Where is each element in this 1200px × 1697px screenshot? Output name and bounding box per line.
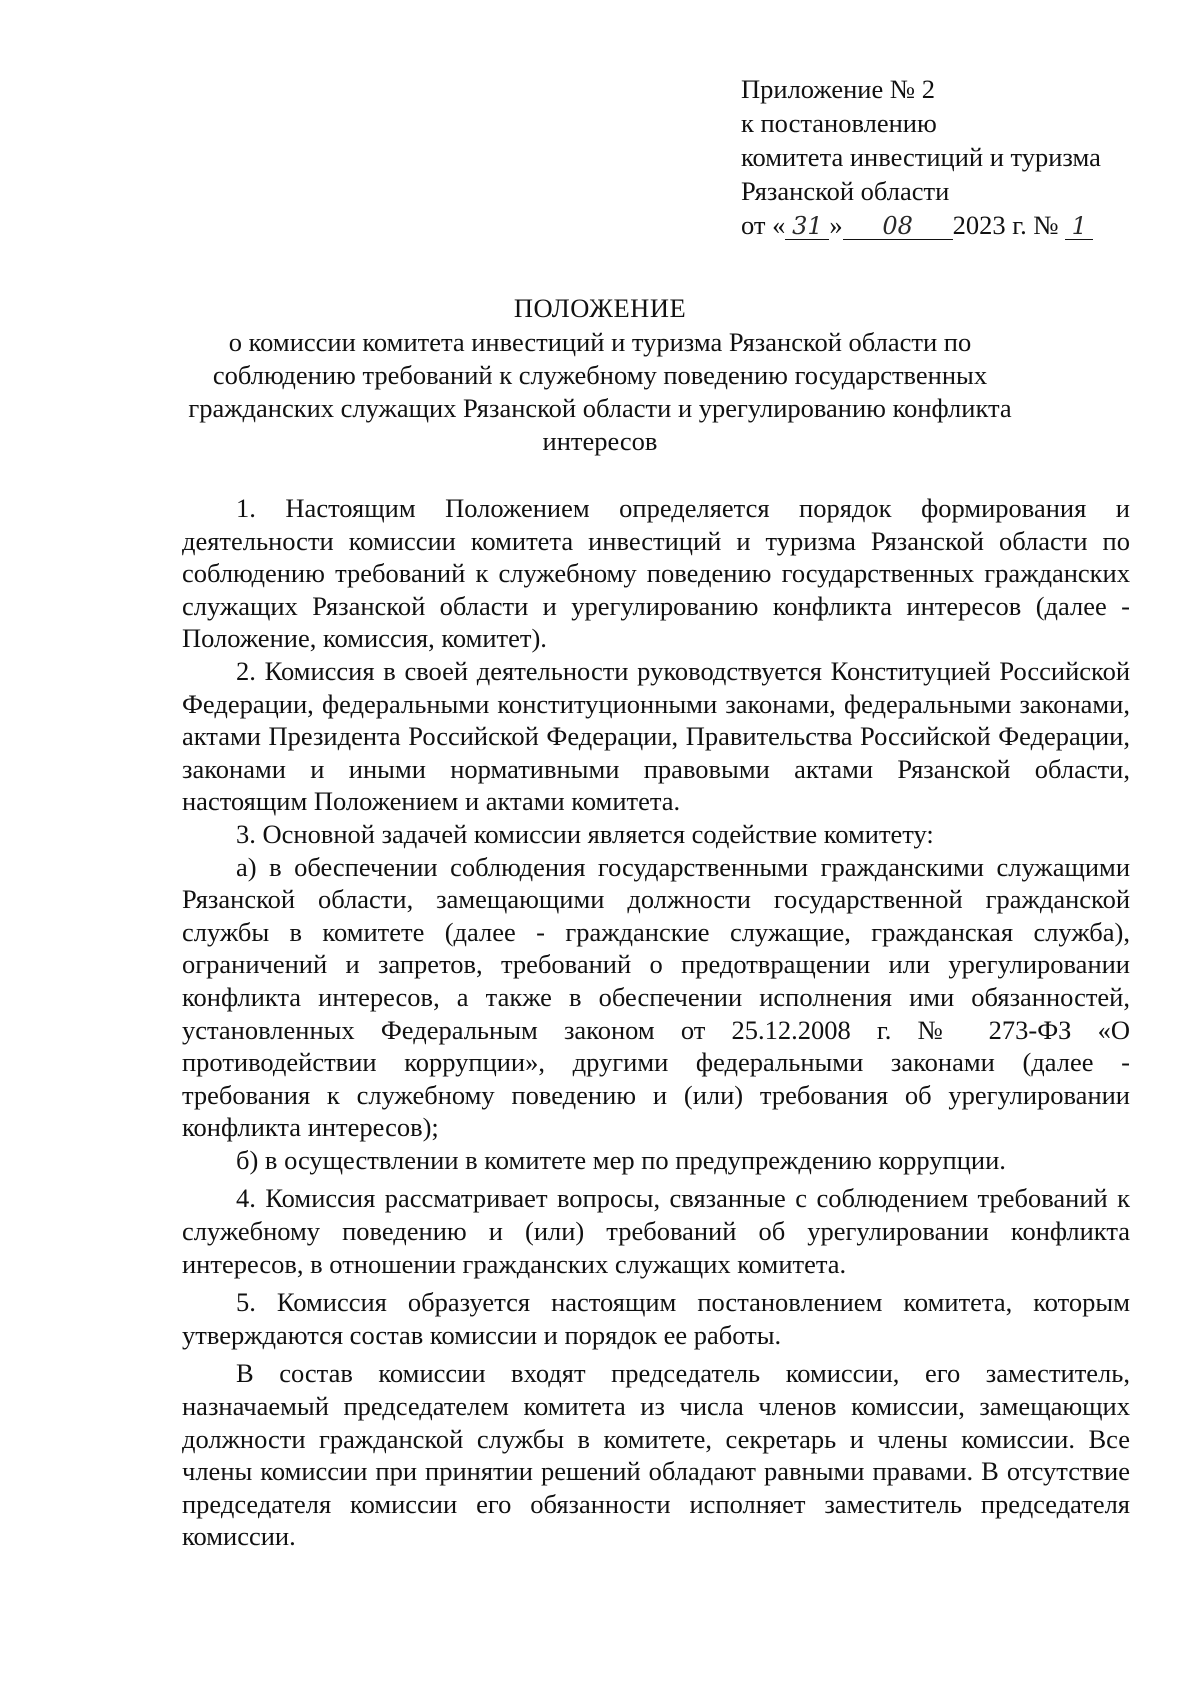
paragraph-3a: а) в обеспечении соблюдения государственными гражданскими служащими Рязанской области, замещающими должности государственной гражданской службы в комитете (далее - гражданские служащие, гражданская служба), ограничений и запретов, требований о предотвращении или урегулировании конфликта интересов, а также в обеспечении исполнения ими обязанностей, установленных Федеральным законом от 25.12.2008 г. № 273-ФЗ «О противодействии коррупции», другими федеральными законами (далее - требования к служебному поведению и (или) требования об урегулировании конфликта интересов); xyxy=(182,851,1130,1143)
paragraph-3b: б) в осуществлении в комитете мер по предупреждению коррупции. xyxy=(236,1144,1006,1175)
appendix-block xyxy=(741,72,1141,242)
appendix-line-4: Рязанской области xyxy=(741,176,950,206)
paragraph-5: 5. Комиссия образуется настоящим постановлением комитета, которым утверждаются состав комиссии и порядок ее работы. xyxy=(182,1287,1130,1350)
handwritten-month: 08 xyxy=(843,213,953,240)
paragraph-4: 4. Комиссия рассматривает вопросы, связанные с соблюдением требований к служебному поведению и (или) требований об урегулировании конфликта интересов, в отношении гражданских служащих комитета. xyxy=(182,1183,1130,1279)
title-subline-4: интересов xyxy=(542,426,658,456)
appendix-line-2: к постановлению xyxy=(741,108,937,138)
date-year-text: 2023 г. № xyxy=(952,210,1066,240)
appendix-date-line xyxy=(741,208,1141,242)
paragraph-5-composition: В состав комиссии входят председатель комиссии, его заместитель, назначаемый председателем комитета из числа членов комиссии, замещающих должности гражданской службы в комитете, секретарь и члены комиссии. Все члены комиссии при принятии решений обладают равными правами. В отсутствие председателя комиссии его обязанности исполняет заместитель председателя комиссии. xyxy=(182,1358,1130,1552)
handwritten-number: 1 xyxy=(1065,213,1093,240)
paragraph-2: 2. Комиссия в своей деятельности руководствуется Конституцией Российской Федерации, федеральными конституционными законами, федеральными законами, актами Президента Российской Федерации, Правительства Российской Федерации, законами и иными нормативными правовыми актами Рязанской области, настоящим Положением и актами комитета. xyxy=(182,655,1130,817)
paragraph-1: 1. Настоящим Положением определяется порядок формирования и деятельности комиссии комитета инвестиций и туризма Рязанской области по соблюдению требований к служебному поведению государственных гражданских служащих Рязанской области и урегулированию конфликта интересов (далее - Положение, комиссия, комитет). xyxy=(182,493,1130,654)
date-mid: » xyxy=(829,210,843,240)
paragraph-3: 3. Основной задачей комиссии является содействие комитету: xyxy=(236,818,934,849)
title-subline-1: о комиссии комитета инвестиций и туризма Рязанской области по xyxy=(228,327,972,357)
title-subline-2: соблюдению требований к служебному поведению государственных xyxy=(212,360,988,390)
title-subline-3: гражданских служащих Рязанской области и урегулированию конфликта xyxy=(188,393,1012,423)
document-body xyxy=(182,492,1130,1553)
handwritten-day: 31 xyxy=(785,213,829,240)
appendix-line-3: комитета инвестиций и туризма xyxy=(741,142,1101,172)
appendix-line-1: Приложение № 2 xyxy=(741,74,936,104)
title-heading: ПОЛОЖЕНИЕ xyxy=(513,293,687,323)
date-prefix: от « xyxy=(741,210,786,240)
document-title xyxy=(180,292,1020,458)
